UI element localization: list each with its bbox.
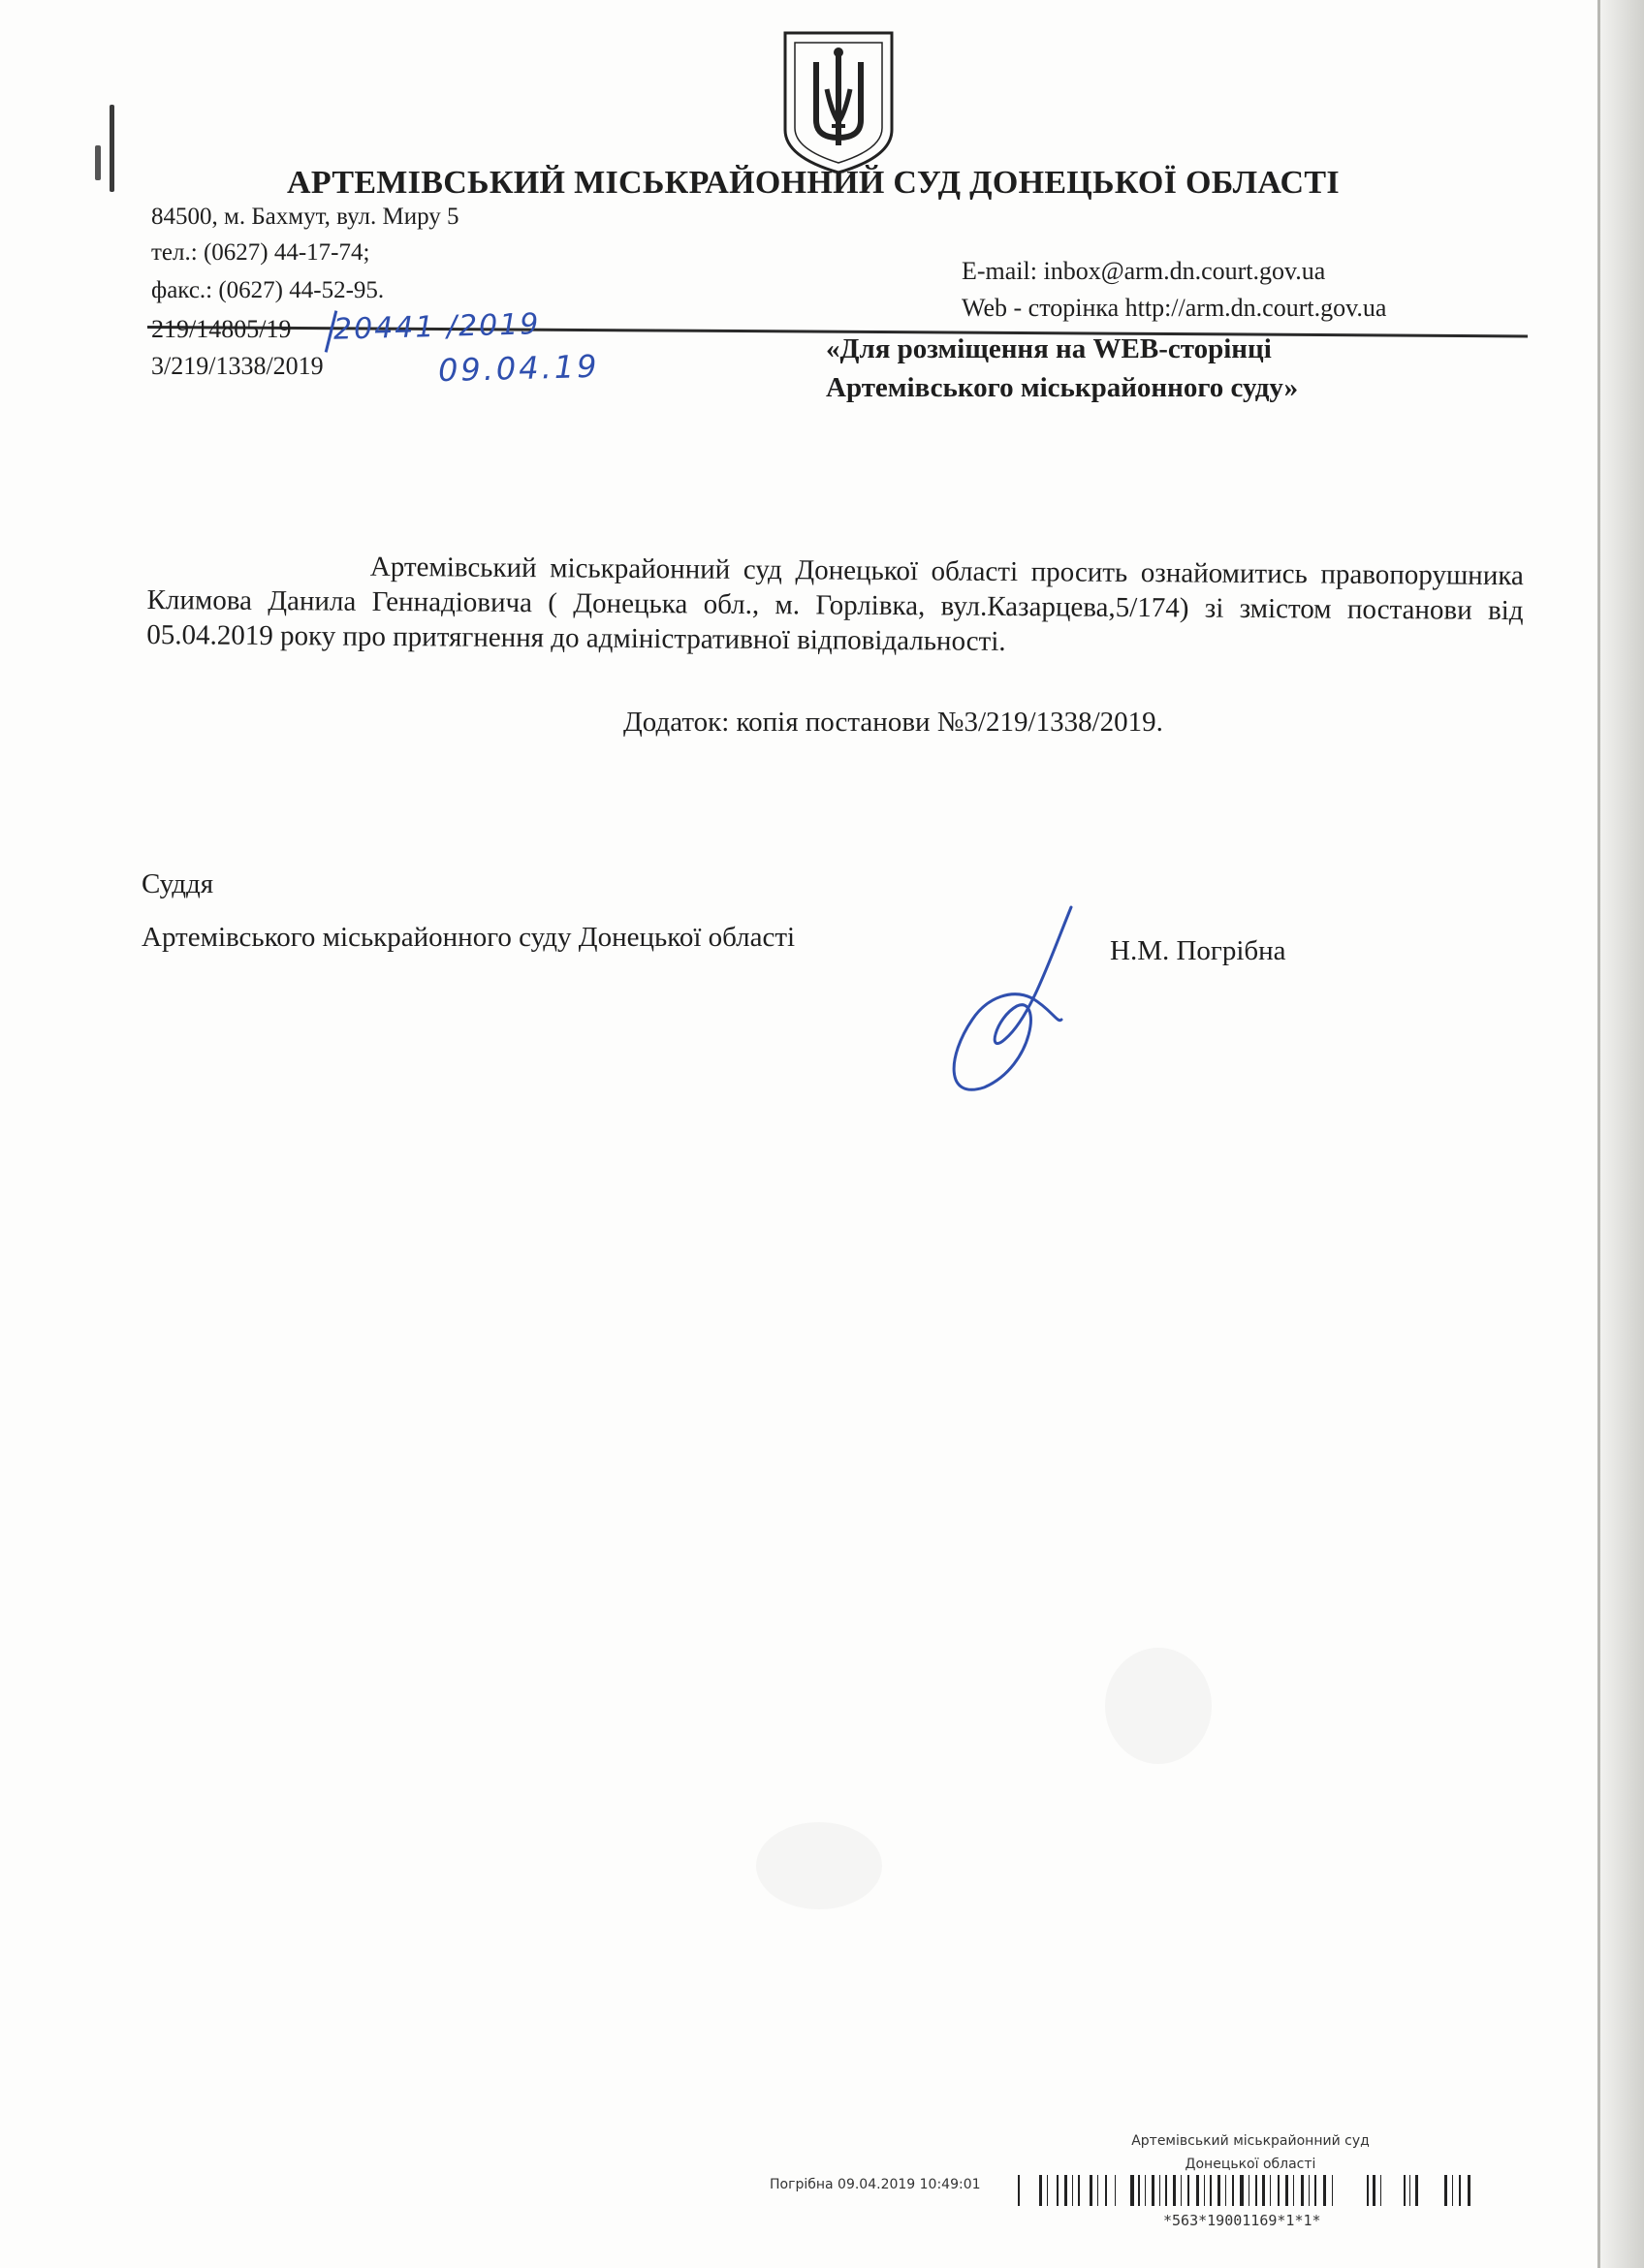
judge-court: Артемівського міськрайонного суду Донецької області: [142, 922, 796, 953]
judge-name: Н.М. Погрібна: [1110, 935, 1286, 966]
e-stamp-court-line-1: Артемівський міськрайонний суд: [1131, 2133, 1370, 2149]
web-notice-line-1: «Для розміщення на WEB-сторінці: [826, 333, 1272, 364]
e-stamp-court: [1076, 2129, 1425, 2176]
attachment-line: Додаток: копія постанови №3/219/1338/2019.: [623, 707, 1163, 738]
judge-title: Суддя: [142, 868, 214, 899]
e-stamp-court-line-2: Донецької області: [1185, 2157, 1316, 2172]
notice-body: [146, 548, 1524, 663]
scan-smudge: [1105, 1648, 1212, 1764]
handwritten-signature: [926, 901, 1091, 1100]
scan-binder-mark-small: [95, 145, 101, 180]
scan-smudge: [756, 1822, 882, 1909]
scan-binder-mark: [110, 105, 114, 192]
document-barcode: [1018, 2171, 1493, 2210]
scan-edge: [1597, 0, 1644, 2268]
case-number: 3/219/1338/2019: [151, 352, 324, 380]
court-email: E-mail: inbox@arm.dn.court.gov.ua: [962, 257, 1326, 285]
court-address: 84500, м. Бахмут, вул. Миру 5: [151, 204, 459, 230]
handwritten-registration-number: 20441 /2019: [332, 307, 541, 347]
barcode-number: *563*19001169*1*1*: [1163, 2212, 1321, 2229]
outgoing-number: 219/14805/19: [151, 315, 292, 343]
e-signature-stamp: Погрібна 09.04.2019 10:49:01: [770, 2177, 981, 2192]
court-fax: факс.: (0627) 44-52-95.: [151, 277, 385, 303]
court-title: АРТЕМІВСЬКИЙ МІСЬКРАЙОННИЙ СУД ДОНЕЦЬКОЇ ОБЛАСТІ: [287, 165, 1340, 201]
handwritten-registration-date: 09.04.19: [437, 347, 600, 390]
court-phone: тел.: (0627) 44-17-74;: [151, 239, 370, 266]
court-website: Web - сторінка http://arm.dn.court.gov.ua: [962, 294, 1387, 322]
web-notice-line-2: Артемівського міськрайонного суду»: [826, 372, 1299, 403]
web-publication-notice: [826, 330, 1298, 407]
coat-of-arms-icon: [781, 29, 896, 176]
notice-paragraph: Артемівський міськрайонний суд Донецької області просить ознайомитись правопорушника Климова Данила Геннадіовича ( Донецька обл., м. Горлівка, вул.Казарцева,5/174) зі змістом постанови від 05.04.2019 року про притягнення до адміністративної відповідальності.: [146, 551, 1524, 657]
